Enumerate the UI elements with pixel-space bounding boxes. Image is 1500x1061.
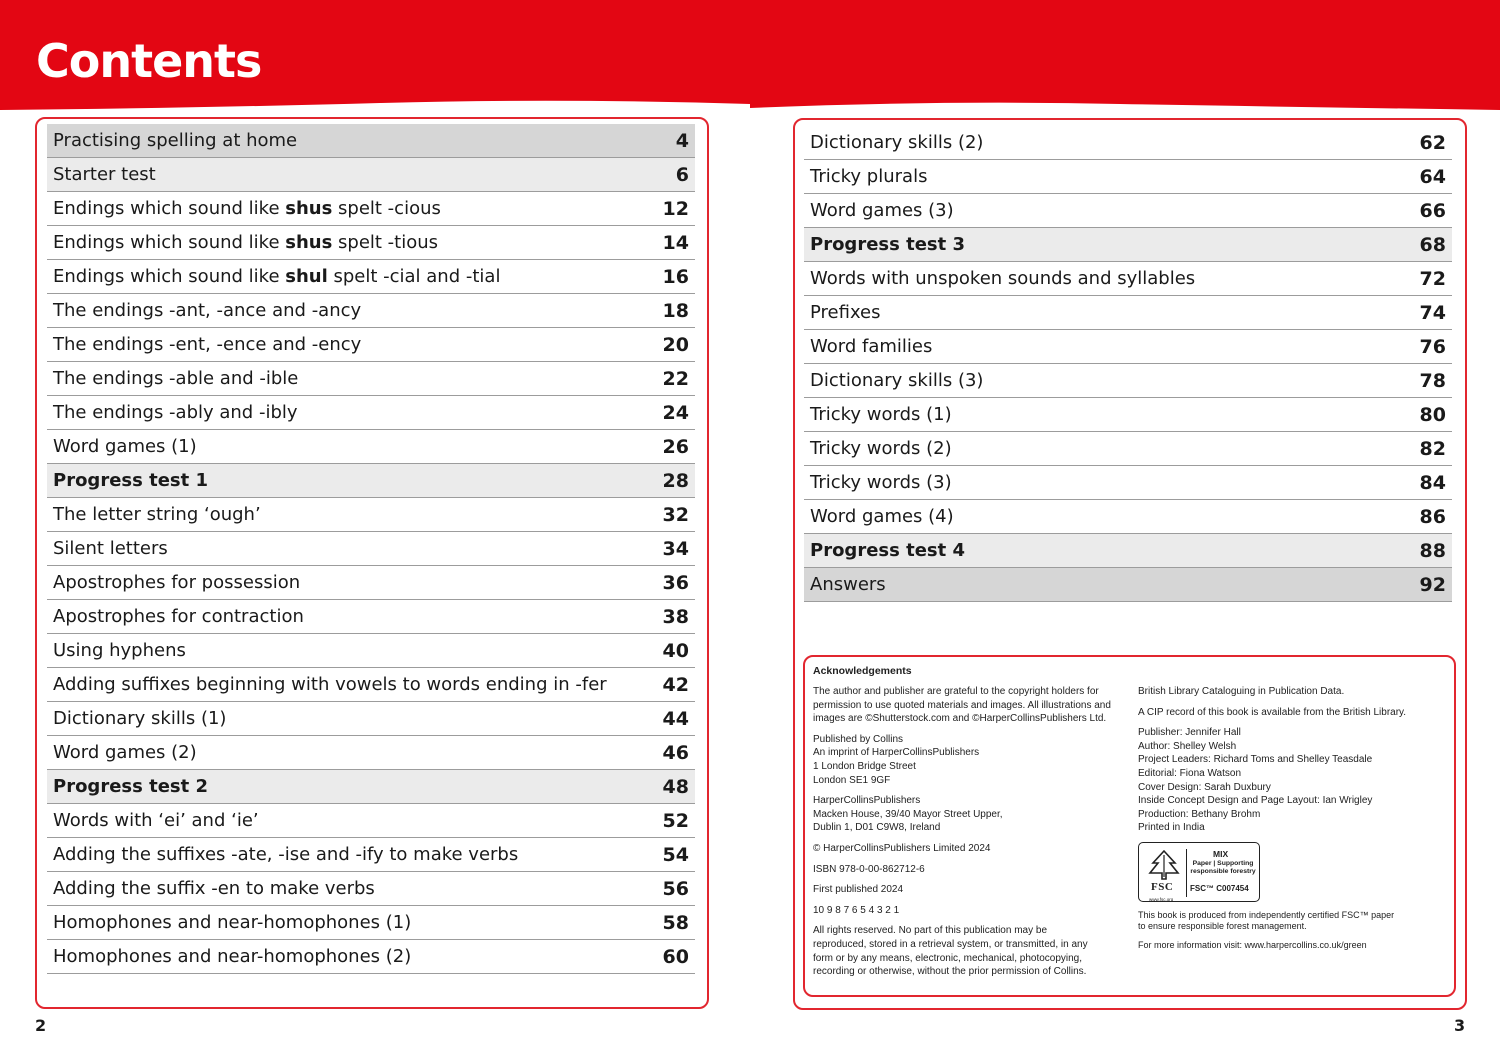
toc-page-number: 80 <box>1419 403 1446 426</box>
toc-entry-title-part: Endings which sound like <box>53 266 286 287</box>
text-line: An imprint of HarperCollinsPublishers <box>813 747 980 759</box>
toc-page-number: 4 <box>675 129 689 152</box>
text-line: Dublin 1, D01 C9W8, Ireland <box>813 822 941 834</box>
toc-list-right <box>804 126 1452 602</box>
toc-page-number: 16 <box>662 265 689 288</box>
toc-entry <box>804 296 1452 330</box>
toc-entry-title: Progress test 2 <box>53 776 209 797</box>
toc-entry <box>804 500 1452 534</box>
toc-entry <box>804 194 1452 228</box>
toc-entry-title: Answers <box>810 574 886 595</box>
toc-page-number: 14 <box>662 231 689 254</box>
page-title: Contents <box>36 34 262 88</box>
toc-entry <box>47 158 695 192</box>
toc-entry <box>47 498 695 532</box>
toc-page-number: 32 <box>662 503 689 526</box>
toc-page-number: 24 <box>662 401 689 424</box>
toc-entry-title: Homophones and near-homophones (2) <box>53 946 412 967</box>
cip-line-1: British Library Cataloguing in Publication Data. <box>1138 686 1345 697</box>
toc-entry <box>47 804 695 838</box>
toc-page-number: 84 <box>1419 471 1446 494</box>
toc-entry-title-part: spelt -cious <box>332 198 441 219</box>
fsc-url: www.fsc.org <box>1149 896 1174 902</box>
toc-entry-title-emphasis: shus <box>285 198 333 219</box>
fsc-paper-label: Paper | Supporting responsible forestry <box>1190 859 1256 875</box>
toc-page-number: 52 <box>662 809 689 832</box>
toc-entry-title <box>53 198 441 219</box>
text-line: HarperCollinsPublishers <box>813 795 921 807</box>
toc-page-number: 22 <box>662 367 689 390</box>
cip-line-2: A CIP record of this book is available from the British Library. <box>1138 706 1407 718</box>
toc-page-number: 26 <box>662 435 689 458</box>
credit-line: Publisher: Jennifer Hall <box>1138 727 1241 739</box>
toc-entry <box>804 432 1452 466</box>
print-line: 10 9 8 7 6 5 4 3 2 1 <box>813 904 900 916</box>
toc-entry <box>804 126 1452 160</box>
toc-entry <box>47 600 695 634</box>
toc-page-number: 66 <box>1419 199 1446 222</box>
toc-entry-title: Apostrophes for contraction <box>53 606 304 627</box>
toc-entry-title: The endings -ant, -ance and -ancy <box>53 300 362 321</box>
credit-line: Production: Bethany Brohm <box>1138 808 1261 820</box>
toc-page-number: 72 <box>1419 267 1446 290</box>
toc-entry-title: Prefixes <box>810 302 881 323</box>
credits-list <box>1138 726 1448 835</box>
publisher-ireland-address <box>813 794 1123 835</box>
toc-entry-title <box>53 232 438 253</box>
toc-page-number: 42 <box>662 673 689 696</box>
toc-entry-title: Silent letters <box>53 538 168 559</box>
first-published-line: First published 2024 <box>813 884 904 896</box>
toc-entry <box>47 362 695 396</box>
text-line: recording or otherwise, without the prior permission of Collins. <box>813 966 1087 978</box>
toc-page-number: 44 <box>662 707 689 730</box>
fsc-mix-label: MIX <box>1213 848 1229 859</box>
text-line: This book is produced from independently certified FSC™ paper <box>1138 909 1395 920</box>
toc-entry <box>47 328 695 362</box>
toc-entry <box>47 226 695 260</box>
toc-page-number: 34 <box>662 537 689 560</box>
toc-page-number: 88 <box>1419 539 1446 562</box>
toc-page-number: 48 <box>662 775 689 798</box>
toc-page-number: 62 <box>1419 131 1446 154</box>
toc-entry-title: Word games (4) <box>810 506 954 527</box>
fsc-logo <box>1138 842 1260 902</box>
isbn-line: ISBN 978-0-00-862712-6 <box>813 863 925 875</box>
toc-entry <box>47 294 695 328</box>
page-number-right: 3 <box>1454 1016 1466 1035</box>
toc-entry-title-emphasis: shus <box>285 232 333 253</box>
toc-page-number: 86 <box>1419 505 1446 528</box>
toc-entry-title: Progress test 4 <box>810 540 966 561</box>
copyright-note <box>813 685 1123 726</box>
toc-entry <box>804 262 1452 296</box>
toc-entry-title: Progress test 3 <box>810 234 966 255</box>
toc-entry-title: The letter string ‘ough’ <box>53 504 261 525</box>
credit-line: Inside Concept Design and Page Layout: Ian Wrigley <box>1138 795 1373 807</box>
toc-entry <box>47 192 695 226</box>
toc-entry-title: Apostrophes for possession <box>53 572 301 593</box>
toc-entry <box>47 396 695 430</box>
toc-entry-title: Tricky words (3) <box>810 472 952 493</box>
fsc-wordmark: FSC <box>1151 880 1174 893</box>
toc-entry <box>47 566 695 600</box>
text-line: 1 London Bridge Street <box>813 760 916 772</box>
toc-entry <box>47 634 695 668</box>
acknowledgements-title: Acknowledgements <box>813 665 912 677</box>
text-line: images are ©Shutterstock.com and ©HarperCollinsPublishers Ltd. <box>813 713 1107 725</box>
toc-page-number: 18 <box>662 299 689 322</box>
text-line: All rights reserved. No part of this publication may be <box>813 925 1047 937</box>
toc-page-number: 36 <box>662 571 689 594</box>
toc-page-number: 58 <box>662 911 689 934</box>
toc-entry <box>804 398 1452 432</box>
toc-entry-title: Tricky words (1) <box>810 404 952 425</box>
toc-page-number: 82 <box>1419 437 1446 460</box>
rights-reserved-note <box>813 924 1123 978</box>
fsc-divider <box>1186 849 1187 897</box>
toc-entry-title: Tricky plurals <box>810 166 928 187</box>
credit-line: Printed in India <box>1138 822 1205 834</box>
toc-entry <box>804 534 1452 568</box>
toc-entry-title-part: spelt -cial and -tial <box>327 266 501 287</box>
fsc-tree-icon <box>1145 849 1183 881</box>
toc-list-left <box>47 124 695 974</box>
toc-entry <box>47 736 695 770</box>
credit-line: Cover Design: Sarah Duxbury <box>1138 781 1271 793</box>
toc-entry-title: Word families <box>810 336 933 357</box>
more-info-line: For more information visit: www.harpercollins.co.uk/green <box>1138 939 1367 950</box>
toc-entry-title: Word games (1) <box>53 436 197 457</box>
toc-entry <box>804 228 1452 262</box>
copyright-line: © HarperCollinsPublishers Limited 2024 <box>813 842 991 854</box>
toc-entry <box>804 568 1452 602</box>
toc-page-number: 46 <box>662 741 689 764</box>
fsc-note <box>1138 910 1448 933</box>
toc-page-number: 28 <box>662 469 689 492</box>
toc-entry-title-part: Endings which sound like <box>53 198 286 219</box>
acknowledgements-box <box>803 655 1456 997</box>
toc-entry-title: Words with unspoken sounds and syllables <box>810 268 1196 289</box>
text-line: permission to use quoted materials and images. All illustrations and <box>813 699 1111 711</box>
toc-page-number: 74 <box>1419 301 1446 324</box>
toc-entry <box>47 940 695 974</box>
toc-page-number: 20 <box>662 333 689 356</box>
toc-entry <box>47 906 695 940</box>
toc-entry-title: Tricky words (2) <box>810 438 952 459</box>
toc-entry-title: Dictionary skills (3) <box>810 370 984 391</box>
toc-entry <box>47 770 695 804</box>
toc-entry-title: Adding suffixes beginning with vowels to words ending in -fer <box>53 674 607 695</box>
toc-entry <box>47 668 695 702</box>
header-banner <box>0 0 1500 112</box>
credit-line: Project Leaders: Richard Toms and Shelley Teasdale <box>1138 754 1373 766</box>
toc-entry-title: The endings -ably and -ibly <box>53 402 298 423</box>
toc-page-number: 64 <box>1419 165 1446 188</box>
toc-page-number: 40 <box>662 639 689 662</box>
toc-page-number: 56 <box>662 877 689 900</box>
toc-page-number: 92 <box>1419 573 1446 596</box>
toc-entry <box>47 124 695 158</box>
text-line: Published by Collins <box>813 733 904 745</box>
toc-entry-title-part: Endings which sound like <box>53 232 286 253</box>
toc-entry-title: The endings -ent, -ence and -ency <box>53 334 362 355</box>
toc-entry-title: Dictionary skills (2) <box>810 132 984 153</box>
credit-line: Editorial: Fiona Watson <box>1138 767 1242 779</box>
toc-page-number: 60 <box>662 945 689 968</box>
toc-entry <box>804 466 1452 500</box>
toc-entry-title: Starter test <box>53 164 156 185</box>
toc-entry-title: Word games (2) <box>53 742 197 763</box>
text-line: The author and publisher are grateful to the copyright holders for <box>813 686 1099 697</box>
toc-entry-title: Homophones and near-homophones (1) <box>53 912 412 933</box>
toc-entry-title: Practising spelling at home <box>53 130 298 151</box>
toc-entry <box>47 532 695 566</box>
toc-entry-title: Dictionary skills (1) <box>53 708 227 729</box>
toc-entry-title <box>53 266 500 287</box>
toc-page-number: 38 <box>662 605 689 628</box>
text-line: form or by any means, electronic, mechanical, photocopying, <box>813 952 1083 964</box>
toc-entry <box>47 838 695 872</box>
page-number-left: 2 <box>35 1016 47 1035</box>
acknowledgements-column-2 <box>1138 685 1448 958</box>
acknowledgements-column-1 <box>813 685 1123 986</box>
toc-entry <box>804 364 1452 398</box>
toc-entry <box>804 330 1452 364</box>
toc-entry <box>47 464 695 498</box>
toc-entry-title: Adding the suffixes -ate, -ise and -ify to make verbs <box>53 844 519 865</box>
text-line: to ensure responsible forest management. <box>1138 921 1307 932</box>
credit-line: Author: Shelley Welsh <box>1138 740 1237 752</box>
toc-page-number: 76 <box>1419 335 1446 358</box>
toc-page-number: 68 <box>1419 233 1446 256</box>
toc-entry-title: Adding the suffix -en to make verbs <box>53 878 375 899</box>
toc-page-number: 6 <box>675 163 689 186</box>
contents-panel-left <box>35 117 709 1009</box>
text-line: London SE1 9GF <box>813 774 891 786</box>
text-line: reproduced, stored in a retrieval system, or transmitted, in any <box>813 938 1088 950</box>
toc-entry-title: Word games (3) <box>810 200 954 221</box>
fsc-code: FSC™ C007454 <box>1190 883 1249 893</box>
toc-entry-title: Using hyphens <box>53 640 186 661</box>
toc-page-number: 12 <box>662 197 689 220</box>
toc-entry-title: Words with ‘ei’ and ‘ie’ <box>53 810 259 831</box>
publisher-address <box>813 733 1123 787</box>
toc-entry-title-part: spelt -tious <box>332 232 439 253</box>
toc-entry-title: The endings -able and -ible <box>53 368 299 389</box>
toc-entry <box>47 430 695 464</box>
toc-entry-title-emphasis: shul <box>285 266 328 287</box>
toc-entry-title: Progress test 1 <box>53 470 209 491</box>
toc-entry <box>804 160 1452 194</box>
toc-page-number: 78 <box>1419 369 1446 392</box>
toc-entry <box>47 702 695 736</box>
toc-page-number: 54 <box>662 843 689 866</box>
toc-entry <box>47 260 695 294</box>
toc-entry <box>47 872 695 906</box>
text-line: Macken House, 39/40 Mayor Street Upper, <box>813 808 1003 820</box>
